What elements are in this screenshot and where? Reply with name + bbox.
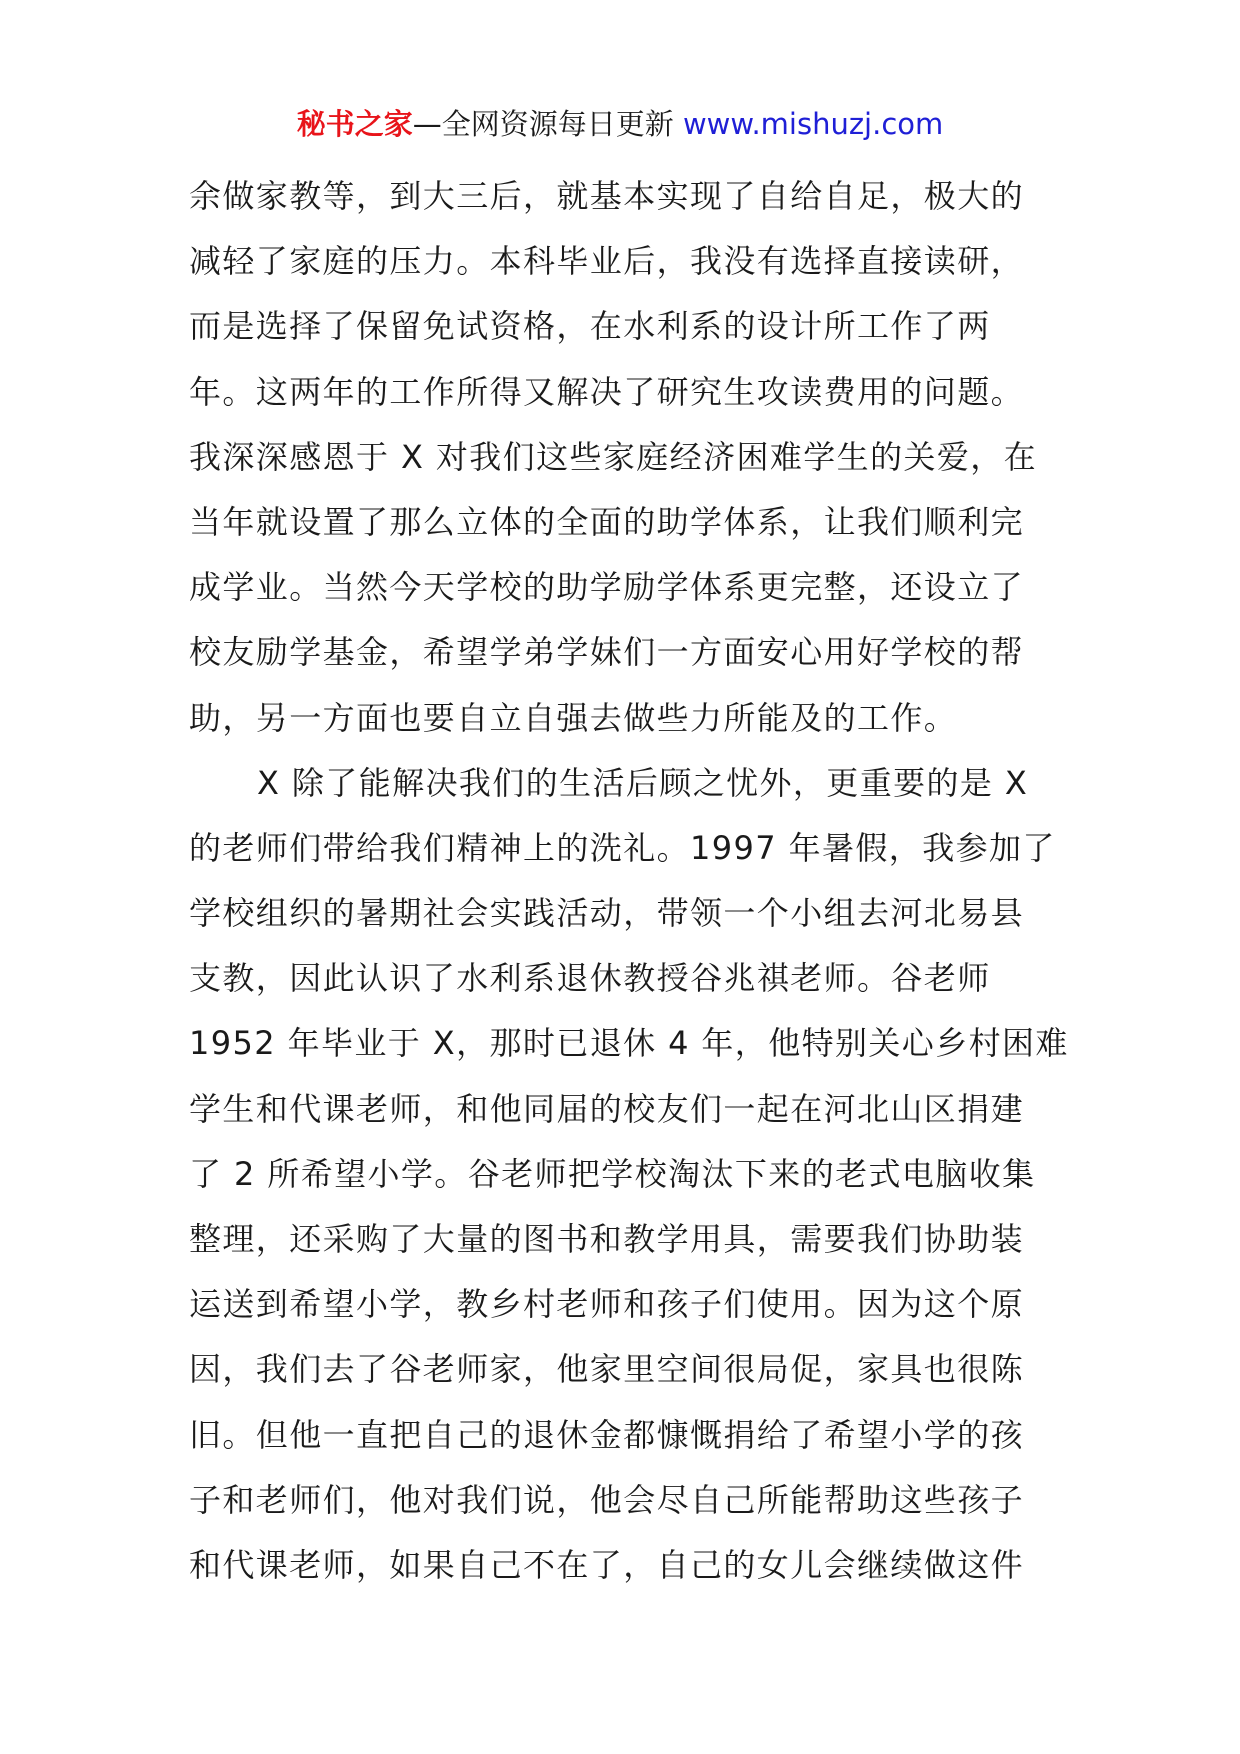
text-line: 子和老师们，他对我们说，他会尽自己所能帮助这些孩子 (189, 1480, 1025, 1519)
text-line: 减轻了家庭的压力。本科毕业后，我没有选择直接读研， (189, 242, 1025, 281)
document-body (189, 164, 1069, 1598)
text-line: 了 2 所希望小学。谷老师把学校淘汰下来的老式电脑收集 (189, 1154, 1036, 1193)
text-line: 校友励学基金，希望学弟学妹们一方面安心用好学校的帮 (189, 633, 1025, 672)
page-header (0, 104, 1240, 144)
text-line: 的老师们带给我们精神上的洗礼。1997 年暑假，我参加了 (189, 828, 1056, 867)
text-line: 助，另一方面也要自立自强去做些力所能及的工作。 (189, 698, 958, 737)
header-tagline: —全网资源每日更新 (412, 107, 683, 141)
text-line: 而是选择了保留免试资格，在水利系的设计所工作了两 (189, 307, 991, 346)
text-line: 支教，因此认识了水利系退休教授谷兆祺老师。谷老师 (189, 959, 991, 998)
text-line: 1952 年毕业于 X，那时已退休 4 年，他特别关心乡村困难 (189, 1024, 1069, 1063)
text-line: 运送到希望小学，教乡村老师和孩子们使用。因为这个原 (189, 1285, 1025, 1324)
text-line: 年。这两年的工作所得又解决了研究生攻读费用的问题。 (189, 372, 1025, 411)
text-line: 当年就设置了那么立体的全面的助学体系，让我们顺利完 (189, 502, 1025, 541)
text-line: 我深深感恩于 X 对我们这些家庭经济困难学生的关爱，在 (189, 437, 1038, 476)
text-line: 成学业。当然今天学校的助学励学体系更完整，还设立了 (189, 568, 1025, 607)
text-line: 和代课老师，如果自己不在了，自己的女儿会继续做这件 (189, 1545, 1025, 1584)
header-url-link[interactable]: www.mishuzj.com (682, 107, 944, 141)
paragraph-first-line: X 除了能解决我们的生活后顾之忧外，更重要的是 X (257, 763, 1029, 802)
text-line: 学校组织的暑期社会实践活动，带领一个小组去河北易县 (189, 894, 1025, 933)
header-brand: 秘书之家 (296, 107, 413, 141)
text-line: 因，我们去了谷老师家，他家里空间很局促，家具也很陈 (189, 1350, 1025, 1389)
text-line: 整理，还采购了大量的图书和教学用具，需要我们协助装 (189, 1220, 1025, 1258)
text-line: 学生和代课老师，和他同届的校友们一起在河北山区捐建 (189, 1089, 1025, 1128)
text-line: 余做家教等，到大三后，就基本实现了自给自足，极大的 (189, 177, 1025, 215)
text-line: 旧。但他一直把自己的退休金都慷慨捐给了希望小学的孩 (189, 1415, 1025, 1454)
